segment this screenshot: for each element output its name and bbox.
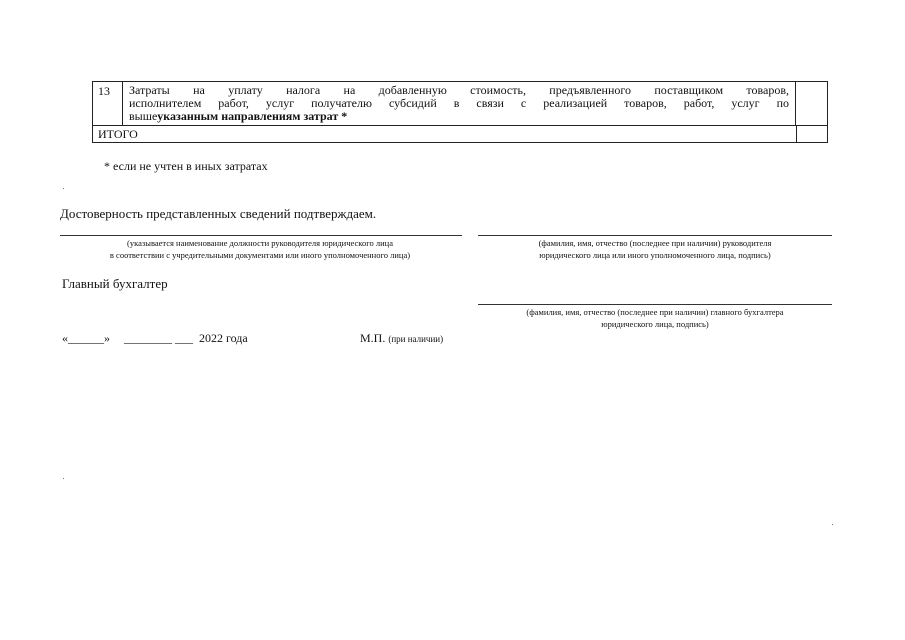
month-blank: ________ bbox=[124, 331, 172, 345]
column-divider bbox=[796, 126, 797, 142]
date-year: 2022 года bbox=[199, 331, 248, 345]
quote-open: « bbox=[62, 331, 68, 345]
scan-speck bbox=[63, 478, 64, 479]
footnote: * если не учтен в иных затратах bbox=[104, 159, 268, 173]
total-label: ИТОГО bbox=[98, 127, 138, 141]
caption-line: юридического лица, подпись) bbox=[601, 319, 709, 329]
caption-line: (фамилия, имя, отчество (последнее при наличии) руководителя bbox=[538, 238, 772, 248]
row-description bbox=[123, 82, 796, 125]
head-name-line bbox=[478, 235, 832, 236]
scan-speck bbox=[63, 188, 64, 189]
row-number: 13 bbox=[93, 82, 123, 125]
total-row bbox=[93, 126, 827, 142]
stamp-note: (при наличии) bbox=[388, 334, 444, 344]
head-name-caption bbox=[478, 237, 832, 261]
scan-speck bbox=[832, 524, 833, 525]
row-description-plain: выше bbox=[129, 109, 158, 123]
row-description-line bbox=[129, 110, 789, 123]
head-position-caption bbox=[40, 237, 480, 261]
head-position-line bbox=[60, 235, 462, 236]
caption-line: (указывается наименование должности руководителя юридического лица bbox=[127, 238, 393, 248]
year-blank: ___ bbox=[175, 331, 193, 345]
date-month bbox=[124, 331, 193, 346]
row-value-cell bbox=[796, 82, 827, 125]
caption-line: (фамилия, имя, отчество (последнее при наличии) главного бухгалтера bbox=[526, 307, 784, 317]
row-description-line: Затраты на уплату налога на добавленную стоимость, предъявленного поставщиком товаров, bbox=[129, 83, 789, 97]
chief-name-line bbox=[478, 304, 832, 305]
caption-line: в соответствии с учредительными документами или иного уполномоченного лица) bbox=[109, 250, 411, 260]
day-blank: ______ bbox=[68, 331, 104, 345]
chief-name-caption bbox=[478, 306, 832, 330]
stamp-label: М.П. bbox=[360, 331, 386, 345]
costs-table bbox=[92, 81, 828, 143]
caption-line: юридического лица или иного уполномоченного лица, подпись) bbox=[539, 250, 771, 260]
confirmation-text: Достоверность представленных сведений подтверждаем. bbox=[60, 206, 377, 221]
quote-close: » bbox=[104, 331, 110, 345]
row-description-line: исполнителем работ, услуг получателю субсидий в связи с реализацией товаров, работ, услуг по bbox=[129, 96, 789, 110]
table-row bbox=[93, 82, 827, 126]
stamp-place bbox=[360, 331, 443, 346]
chief-accountant-label: Главный бухгалтер bbox=[62, 276, 168, 291]
row-description-bold: указанным направлениям затрат * bbox=[157, 109, 348, 123]
date-day bbox=[62, 331, 110, 346]
